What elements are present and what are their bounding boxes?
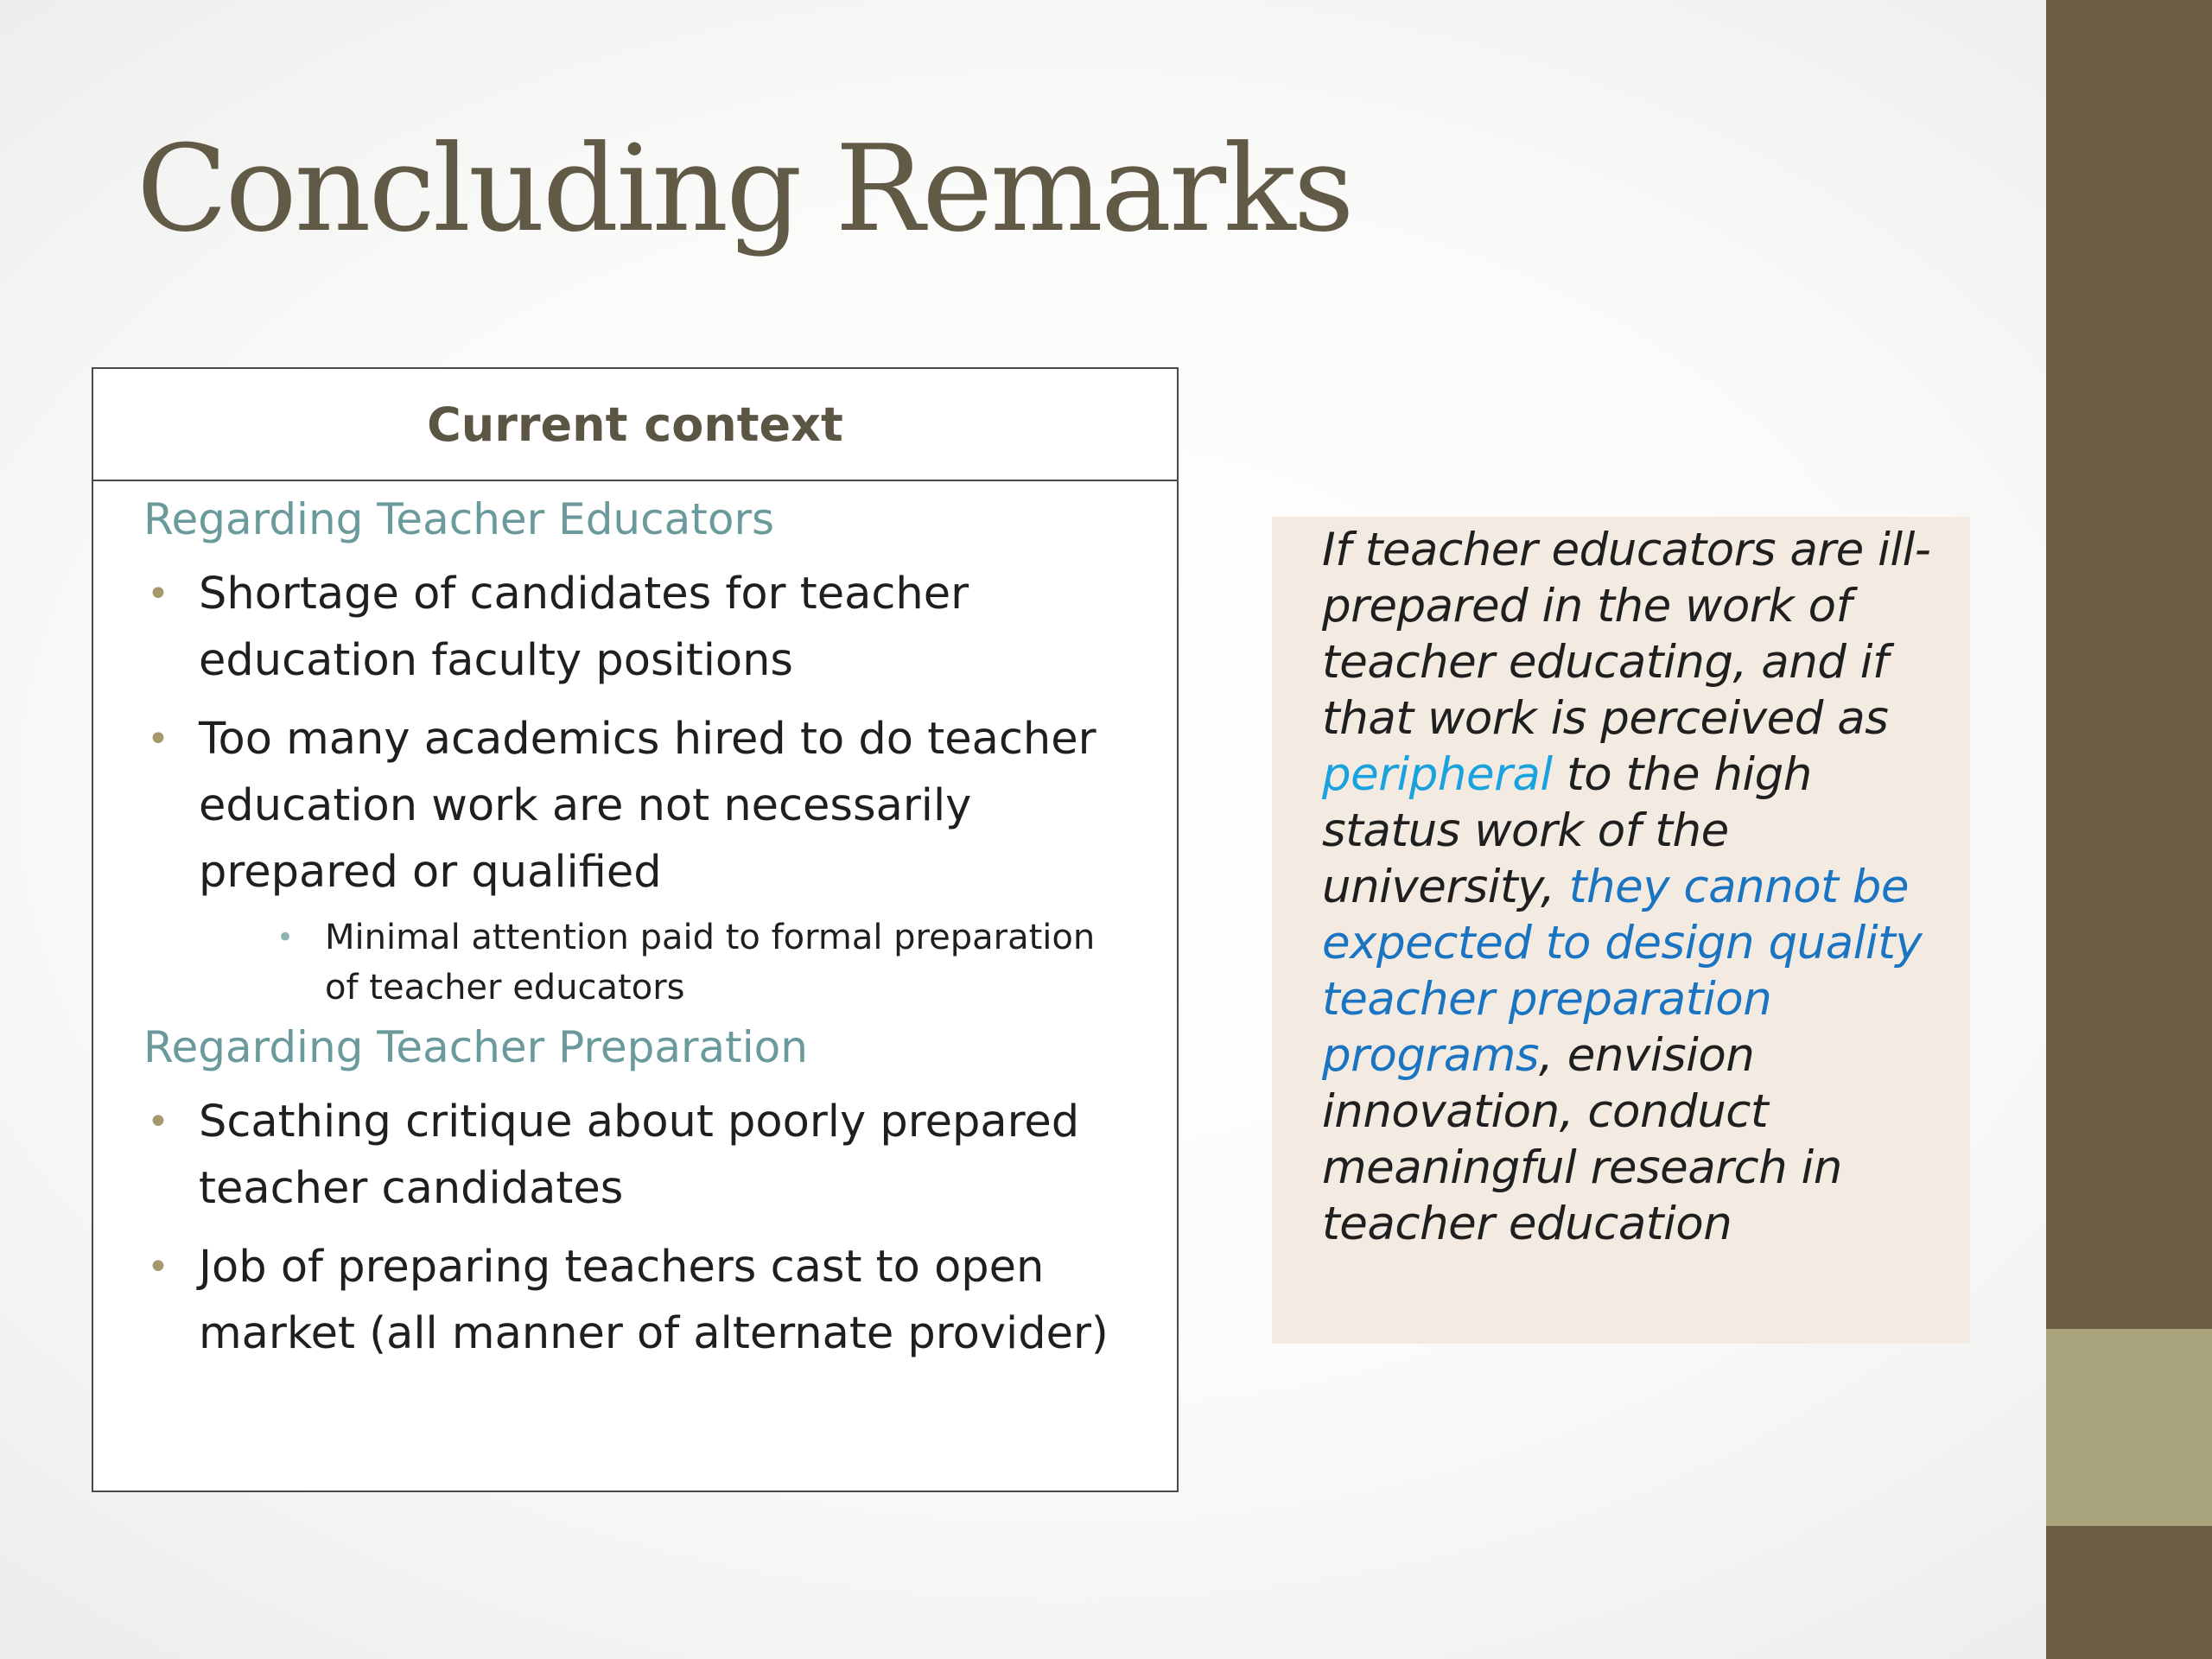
quote-part-2: to the high status work of the university,: [1322, 748, 1812, 913]
bullet-text: Too many academics hired to do teacher education work are not necessarily prepared or qualified: [199, 714, 1096, 898]
context-box-body: [93, 481, 1177, 1367]
bullet-dot-icon: •: [147, 717, 169, 761]
bullet-dot-icon: •: [147, 1100, 169, 1144]
quote-highlight-cannot-design: they cannot be expected to design quality teacher preparation programs: [1322, 861, 1923, 1082]
teacher-educators-bullet-list: [143, 561, 1125, 1013]
bullet-item: [143, 706, 1125, 1013]
bullet-item: [143, 1234, 1125, 1367]
section-heading-teacher-educators: Regarding Teacher Educators: [143, 494, 775, 544]
slide-title: Concluding Remarks: [137, 119, 1352, 258]
bullet-dot-icon: •: [147, 572, 169, 616]
sub-bullet-text: Minimal attention paid to formal preparation of teacher educators: [325, 918, 1096, 1007]
teacher-preparation-bullet-list: [143, 1089, 1125, 1367]
bullet-text: Job of preparing teachers cast to open market (all manner of alternate provider): [199, 1242, 1109, 1359]
quote-part-1: If teacher educators are ill-prepared in the work of teacher educating, and if that work is perceived as: [1322, 524, 1931, 745]
section-heading-teacher-preparation: Regarding Teacher Preparation: [143, 1022, 808, 1072]
sub-bullet-dot-icon: •: [276, 920, 295, 955]
bullet-dot-icon: •: [147, 1245, 169, 1289]
bullet-item: [143, 1089, 1125, 1222]
quote-box: [1272, 517, 1970, 1344]
sub-bullet-list: [199, 912, 1125, 1013]
context-box-header: Current context: [93, 369, 1177, 481]
sidebar-accent-block: [2046, 1329, 2212, 1526]
quote-highlight-peripheral: peripheral: [1322, 748, 1553, 801]
bullet-text: Scathing critique about poorly prepared teacher candidates: [199, 1096, 1080, 1214]
sub-bullet-item: [199, 912, 1125, 1013]
quote-text: [1322, 522, 1953, 1252]
bullet-text: Shortage of candidates for teacher education faculty positions: [199, 569, 969, 686]
quote-part-3: , envision innovation, conduct meaningful research in teacher education: [1322, 1029, 1842, 1250]
current-context-box: [92, 367, 1179, 1492]
bullet-item: [143, 561, 1125, 694]
